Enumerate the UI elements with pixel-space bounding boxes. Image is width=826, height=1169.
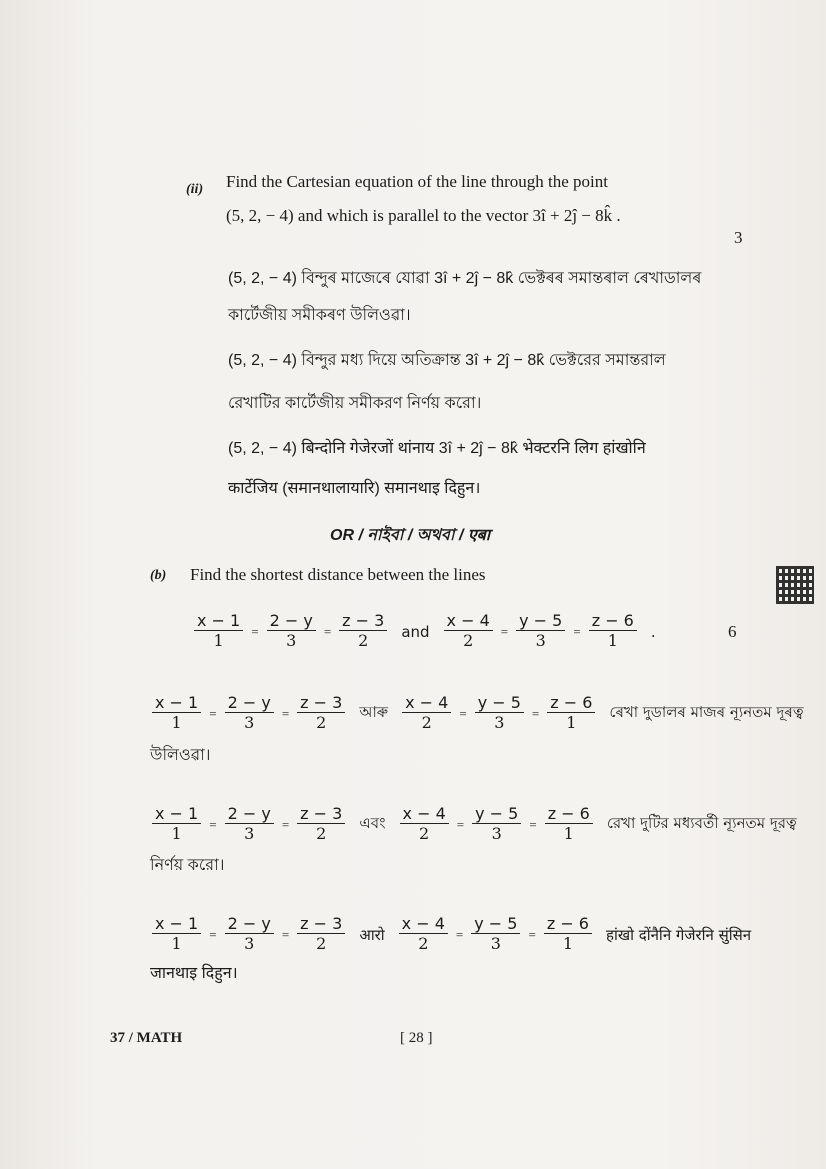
fraction-denominator: 3 — [244, 713, 255, 733]
fraction — [399, 915, 448, 954]
fraction — [297, 915, 345, 954]
fraction — [194, 612, 243, 651]
fraction-denominator: 2 — [316, 824, 327, 844]
fraction-numerator: z − 3 — [297, 694, 345, 713]
fraction-denominator: 3 — [286, 631, 297, 651]
fraction-denominator: 3 — [494, 713, 505, 733]
fraction — [545, 805, 593, 844]
fraction-denominator: 1 — [213, 631, 224, 651]
fraction-denominator: 2 — [316, 713, 327, 733]
fraction — [152, 915, 201, 954]
assamese-line1: (5, 2, − 4) বিন্দুৰ মাজেৰে যোৱা 3î + 2ĵ − 8k̂ ভেক্টৰৰ সমান্তৰাল ৰেখাডালৰ — [228, 270, 702, 287]
fraction-numerator: z − 3 — [297, 805, 345, 824]
equation-bengali — [150, 805, 803, 844]
fraction-numerator: z − 3 — [339, 612, 387, 631]
equals-sign: = — [459, 705, 467, 721]
fraction-denominator: 2 — [358, 631, 369, 651]
fraction-numerator: x − 1 — [152, 805, 201, 824]
qr-code — [776, 566, 814, 604]
fraction-numerator: 2 − y — [267, 612, 316, 631]
conjunction: आरो — [359, 925, 385, 944]
fraction-denominator: 3 — [491, 824, 502, 844]
question-b-english: Find the shortest distance between the lines — [190, 565, 486, 584]
equation-bodo — [150, 915, 757, 954]
fraction-denominator: 1 — [566, 713, 577, 733]
equation-tail-text: রেখা দুটির মধ্যবর্তী ন্যূনতম দূরত্ব — [606, 814, 797, 833]
fraction-denominator: 2 — [316, 934, 327, 954]
equals-sign: = — [281, 926, 290, 942]
conjunction: এবং — [359, 814, 386, 833]
bodo-tail: जानथाइ दिहुन। — [150, 965, 238, 982]
fraction-numerator: z − 6 — [547, 694, 595, 713]
assamese-line2: কাৰ্টেজীয় সমীকৰণ উলিওৱা। — [228, 307, 411, 324]
fraction — [225, 915, 274, 954]
fraction-numerator: x − 4 — [399, 915, 448, 934]
fraction-denominator: 3 — [244, 824, 255, 844]
equation-assamese — [150, 694, 810, 733]
fraction — [152, 694, 201, 733]
fraction-numerator: x − 4 — [400, 805, 449, 824]
bodo-line2: कार्टेजिय (समानथालायारि) समानथाइ दिहुन। — [228, 480, 481, 497]
fraction — [339, 612, 387, 651]
fraction-denominator: 1 — [171, 824, 182, 844]
fraction — [475, 694, 524, 733]
equals-sign: = — [209, 705, 217, 721]
question-label: (b) — [150, 568, 167, 583]
fraction — [225, 694, 274, 733]
fraction — [152, 805, 201, 844]
footer-subject: 37 / MATH — [110, 1030, 183, 1046]
fraction-numerator: x − 4 — [444, 612, 493, 631]
fraction — [471, 915, 520, 954]
conjunction: আৰু — [359, 703, 389, 722]
equation-tail-text: हांखो दोंनैनि गेजेरनि सुंसिन — [605, 925, 752, 944]
bengali-tail: নির্ণয় করো। — [150, 857, 225, 874]
fraction-denominator: 1 — [562, 934, 573, 954]
bodo-line1: (5, 2, − 4) बिन्दोनि गेजेरजों थांनाय 3î + 2ĵ − 8k̂ भेक्टरनि लिग हांखोनि — [228, 440, 646, 457]
equals-sign: = — [500, 623, 509, 639]
fraction-denominator: 3 — [490, 934, 501, 954]
marks: 3 — [734, 228, 743, 247]
fraction-denominator: 2 — [419, 824, 430, 844]
marks: 6 — [728, 622, 737, 641]
question-english-line1: Find the Cartesian equation of the line through the point — [226, 172, 608, 191]
equation-tail-text: ৰেখা দুডালৰ মাজৰ ন্যূনতম দূৰত্ব — [609, 703, 804, 722]
fraction-denominator: 3 — [535, 631, 546, 651]
equals-sign: = — [456, 816, 465, 832]
bengali-line2: রেখাটির কার্টেজীয় সমীকরণ নির্ণয় করো। — [228, 395, 482, 412]
question-label: (ii) — [186, 182, 204, 197]
equals-sign: = — [323, 623, 332, 639]
fraction-numerator: x − 1 — [152, 915, 201, 934]
fraction-denominator: 1 — [171, 934, 182, 954]
equals-sign: = — [251, 623, 259, 639]
fraction-numerator: x − 1 — [194, 612, 243, 631]
fraction-numerator: y − 5 — [472, 805, 521, 824]
fraction — [297, 694, 345, 733]
question-english-line2: (5, 2, − 4) and which is parallel to the vector 3î + 2ĵ − 8k̂ . — [226, 206, 621, 225]
equals-sign: = — [209, 926, 217, 942]
fraction-numerator: x − 4 — [402, 694, 451, 713]
equals-sign: = — [209, 816, 217, 832]
fraction-denominator: 1 — [607, 631, 618, 651]
fraction-numerator: x − 1 — [152, 694, 201, 713]
fraction — [472, 805, 521, 844]
fraction-numerator: y − 5 — [516, 612, 565, 631]
fraction — [516, 612, 565, 651]
fraction-numerator: z − 3 — [297, 915, 345, 934]
equation-english — [192, 612, 662, 651]
fraction — [267, 612, 316, 651]
assamese-tail: উলিওৱা। — [150, 747, 211, 764]
fraction-numerator: y − 5 — [475, 694, 524, 713]
equals-sign: = — [281, 705, 290, 721]
equals-sign: = — [529, 816, 537, 832]
bengali-line1: (5, 2, − 4) বিন্দুর মধ্য দিয়ে অতিক্রান্ত 3î + 2ĵ − 8k̂ ভেক্টরের সমান্তরাল — [228, 352, 666, 369]
fraction — [547, 694, 595, 733]
fraction — [402, 694, 451, 733]
fraction — [225, 805, 274, 844]
footer-page-number: [ 28 ] — [400, 1030, 433, 1046]
or-separator: OR / নাইবা / অথবা / एबा — [330, 527, 490, 544]
fraction-numerator: y − 5 — [471, 915, 520, 934]
fraction — [400, 805, 449, 844]
fraction — [297, 805, 345, 844]
equals-sign: = — [531, 705, 540, 721]
fraction-denominator: 2 — [463, 631, 474, 651]
fraction-numerator: 2 − y — [225, 805, 274, 824]
fraction-denominator: 2 — [418, 934, 429, 954]
equals-sign: = — [528, 926, 536, 942]
fraction-denominator: 1 — [171, 713, 182, 733]
period: . — [650, 622, 656, 641]
fraction-denominator: 3 — [244, 934, 255, 954]
fraction — [589, 612, 637, 651]
fraction-numerator: 2 − y — [225, 915, 274, 934]
conjunction: and — [401, 622, 430, 641]
fraction-numerator: z − 6 — [545, 805, 593, 824]
equals-sign: = — [281, 816, 290, 832]
fraction-numerator: z − 6 — [544, 915, 592, 934]
equals-sign: = — [455, 926, 464, 942]
fraction — [444, 612, 493, 651]
fraction-numerator: z − 6 — [589, 612, 637, 631]
fraction-denominator: 2 — [421, 713, 432, 733]
equals-sign: = — [573, 623, 581, 639]
fraction — [544, 915, 592, 954]
fraction-denominator: 1 — [563, 824, 574, 844]
fraction-numerator: 2 − y — [225, 694, 274, 713]
